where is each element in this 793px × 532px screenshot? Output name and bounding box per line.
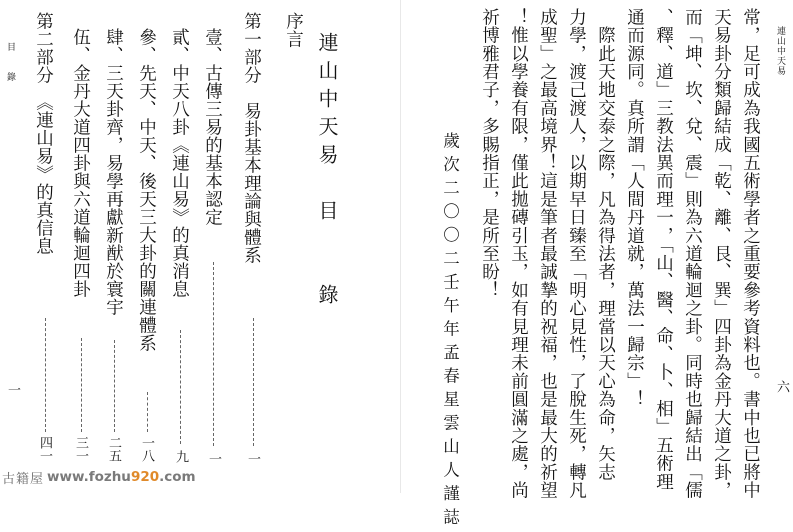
toc-entry-part-one: 第一部分 易卦基本理論與體系 (241, 12, 262, 264)
toc-page-3: 一八 (139, 436, 154, 462)
toc-leader-5 (81, 338, 82, 432)
prose-line-10: 祈博雅君子，多賜指正，是所至盼！ (479, 8, 500, 300)
toc-leader-3 (147, 392, 148, 432)
toc-entry-3: 參、先天、中天、後天三大卦的關連體系 (136, 28, 157, 352)
prose-line-6: 際此天地交泰之際，凡為得法者，理當以天心為命，矢志 (595, 8, 616, 482)
prose-line-8: 成聖」之最高境界！這是筆者最誠摯的祝福，也是最大的祈望 (537, 8, 558, 500)
prose-line-3: 而「坤、坎、兌、震」則為六道輪迴之卦。同時也歸結出「儒 (682, 8, 703, 500)
toc-leader-1 (213, 262, 214, 446)
toc-leader-part-two (45, 318, 46, 432)
prose-line-9: ！惟以學養有限，僅此拋磚引玉，如有見理未前圓滿之處，尚 (508, 8, 529, 500)
page-number-right: 六 (774, 380, 789, 393)
toc-page-2: 九 (173, 450, 188, 463)
toc-leader-4 (114, 340, 115, 432)
toc-entry-2: 貳、中天八卦《連山易》的真消息 (169, 28, 190, 298)
toc-entry-1: 壹、古傳三易的基本認定 (202, 28, 223, 226)
running-head-left: 目 錄 (5, 42, 15, 82)
running-head-right: 連山中天易 (775, 26, 785, 76)
toc-entry-4: 肆、三天卦齊，易學再獻新猷於寰宇 (103, 28, 124, 316)
watermark-site-name: 古籍屋 (2, 471, 45, 487)
prose-line-2: 天易卦分類歸結成「乾、離、艮、巽」四卦為金丹大道之卦， (711, 8, 732, 500)
page-gutter (400, 0, 401, 493)
prose-line-7: 力學，渡己渡人，以期早日臻至「明心見性，了脫生死，轉凡 (566, 8, 587, 500)
watermark-url: www.fozhu920.com (47, 469, 196, 485)
toc-page-4: 二五 (106, 436, 121, 462)
toc-page-part-two: 四一 (37, 436, 52, 462)
toc-entry-5: 伍、金丹大道四卦與六道輪迴四卦 (70, 28, 91, 298)
toc-page-part-one: 一 (245, 452, 260, 465)
toc-entry-part-two: 第二部分 《連山易》的真信息 (33, 12, 54, 256)
prose-line-4: 、釋、道」三教法異而理一，「山、醫、命、卜、相」五術理 (653, 8, 674, 491)
toc-page-5: 三一 (73, 436, 88, 462)
toc-page-1: 一 (206, 452, 221, 465)
toc-entry-preface: 序言 (283, 12, 304, 48)
site-watermark (2, 466, 196, 488)
page-number-left: 一 (5, 383, 20, 396)
prose-line-5: 通而源同。真所謂「人間丹道就，萬法一歸宗」！ (624, 8, 645, 409)
prose-line-1: 常，足可成為我國五術學者之重要參考資料也。書中也已將中 (740, 8, 761, 500)
toc-leader-2 (180, 330, 181, 444)
toc-title: 連山中天易 目 錄 (315, 32, 339, 312)
signature: 歲次二〇〇二壬午年孟春星雲山人謹誌 (440, 132, 460, 532)
toc-leader-part-one (253, 318, 254, 446)
